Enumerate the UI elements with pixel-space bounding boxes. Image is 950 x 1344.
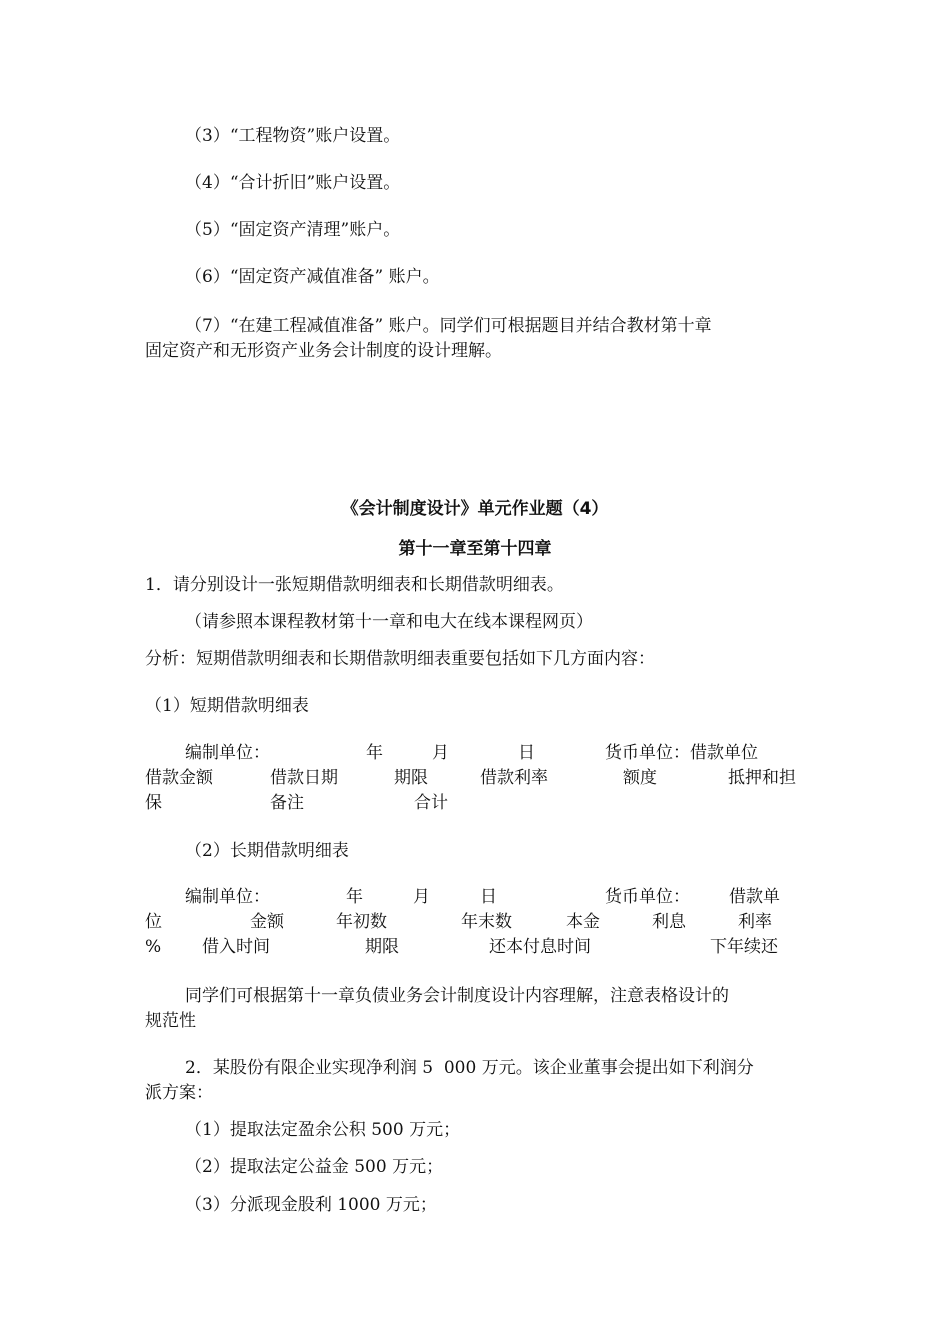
field-next-year: 下年续还 [710,937,778,957]
item-4: （4）“合计折旧”账户设置。 [185,173,401,193]
item-7-line1: （7）“在建工程减值准备” 账户。同学们可根据题目并结合教材第十章 [185,316,712,336]
field-term: 期限 [394,768,428,788]
field-day: 日 [518,743,535,763]
field-repay-time: 还本付息时间 [489,937,591,957]
field-borrower-cont: 位 [145,912,162,932]
item-7-line2: 固定资产和无形资产业务会计制度的设计理解。 [145,341,502,361]
field-interest: 利息 [652,912,686,932]
field-total: 合计 [414,793,448,813]
field-opening: 年初数 [336,912,387,932]
field-loan-amount: 借款金额 [145,768,213,788]
question-1: 1．请分别设计一张短期借款明细表和长期借款明细表。 [145,575,564,595]
field-amount: 金额 [250,912,284,932]
field-collateral: 抵押和担 [728,768,796,788]
field-loan-date: 借款日期 [270,768,338,788]
field-day: 日 [480,887,497,907]
page-subtitle: 第十一章至第十四章 [398,539,552,559]
field-unit: 编制单位： [185,743,270,763]
field-percent: % [145,937,162,957]
field-month: 月 [432,743,449,763]
field-closing: 年末数 [461,912,512,932]
analysis-text: 分析：短期借款明细表和长期借款明细表重要包括如下几方面内容： [145,649,655,669]
q2-item-2: （2）提取法定公益金 500 万元； [185,1157,444,1177]
field-principal: 本金 [566,912,600,932]
short-table-heading: （1）短期借款明细表 [145,696,309,716]
item-6: （6）“固定资产减值准备” 账户。 [185,267,440,287]
q2-item-1: （1）提取法定盈余公积 500 万元； [185,1120,461,1140]
field-year: 年 [346,887,363,907]
field-remark: 备注 [270,793,304,813]
field-limit: 额度 [623,768,657,788]
q2-item-3: （3）分派现金股利 1000 万元； [185,1195,437,1215]
item-3: （3）“工程物资”账户设置。 [185,126,401,146]
field-term: 期限 [365,937,399,957]
page-title: 《会计制度设计》单元作业题（4） [341,499,609,519]
field-collateral-cont: 保 [145,793,162,813]
question-2-line2: 派方案： [145,1083,213,1103]
field-borrower: 借款单 [729,887,780,907]
field-unit: 编制单位： [185,887,270,907]
item-5: （5）“固定资产清理”账户。 [185,220,401,240]
field-year: 年 [366,743,383,763]
long-table-heading: （2）长期借款明细表 [185,841,349,861]
summary-line1: 同学们可根据第十一章负债业务会计制度设计内容理解，注意表格设计的 [185,986,729,1006]
question-2-line1: 2．某股份有限企业实现净利润 5 000 万元。该企业董事会提出如下利润分 [185,1058,754,1078]
summary-line2: 规范性 [145,1011,196,1031]
field-borrow-date: 借入时间 [202,937,270,957]
field-rate: 借款利率 [480,768,548,788]
question-1-note: （请参照本课程教材第十一章和电大在线本课程网页） [185,612,593,632]
field-month: 月 [413,887,430,907]
field-currency: 货币单位： [605,887,690,907]
field-rate: 利率 [738,912,772,932]
field-currency: 货币单位：借款单位 [605,743,758,763]
